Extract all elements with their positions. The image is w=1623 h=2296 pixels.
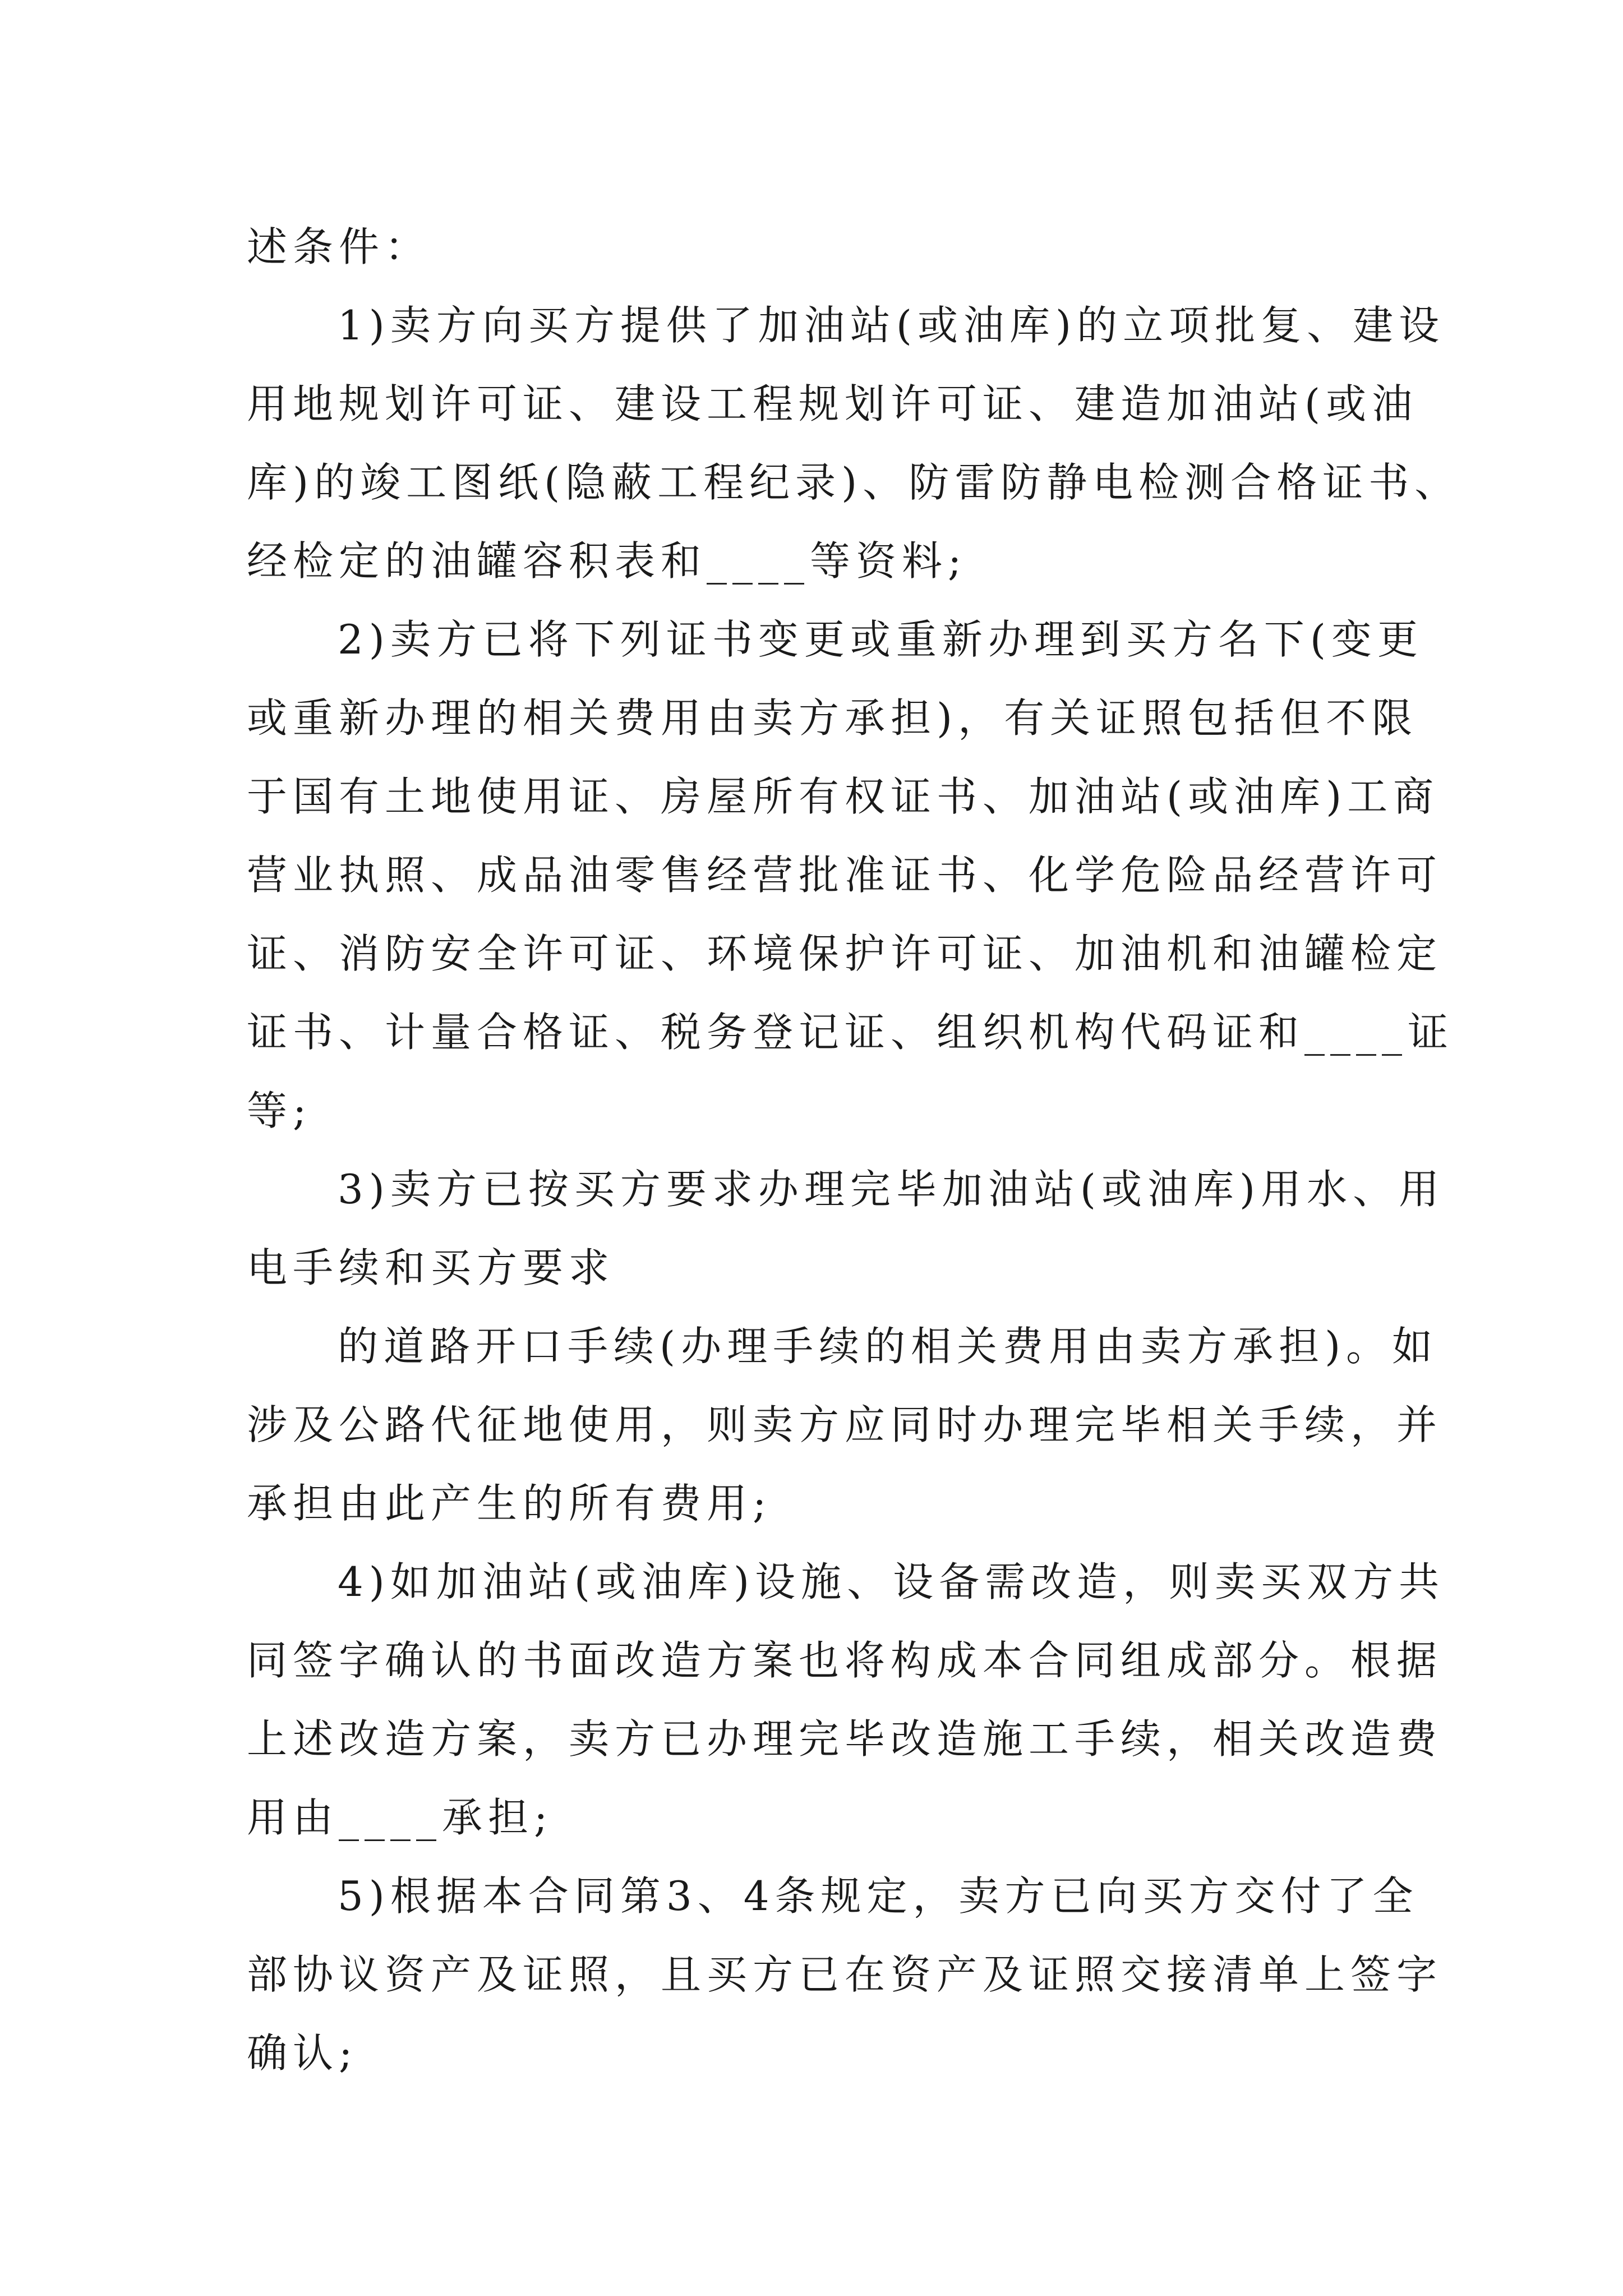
clause-1-line-4: 经检定的油罐容积表和____等资料; bbox=[247, 537, 967, 585]
clause-1-line-2: 用地规划许可证、建设工程规划许可证、建造加油站(或油 bbox=[247, 380, 1418, 427]
clause-2-line-7: 等; bbox=[247, 1087, 312, 1134]
clause-5-line-3: 确认; bbox=[247, 2030, 358, 2077]
clause-2-line-5: 证、消防安全许可证、环境保护许可证、加油机和油罐检定 bbox=[247, 930, 1443, 977]
clause-4-line-1: 4)如加油站(或油库)设施、设备需改造，则卖买双方共 bbox=[338, 1558, 1445, 1605]
clause-3-line-2: 电手续和买方要求 bbox=[247, 1244, 615, 1291]
clause-2-line-6: 证书、计量合格证、税务登记证、组织机构代码证和____证 bbox=[247, 1009, 1454, 1056]
clause-4-line-3: 上述改造方案，卖方已办理完毕改造施工手续，相关改造费 bbox=[247, 1715, 1443, 1763]
contract-text-body bbox=[247, 208, 1461, 2092]
clause-3-line-4: 涉及公路代征地使用，则卖方应同时办理完毕相关手续，并 bbox=[247, 1401, 1443, 1448]
clause-3-line-3: 的道路开口手续(办理手续的相关费用由卖方承担)。如 bbox=[338, 1323, 1438, 1370]
clause-2-line-4: 营业执照、成品油零售经营批准证书、化学危险品经营许可 bbox=[247, 852, 1443, 899]
clause-3-line-1: 3)卖方已按买方要求办理完毕加油站(或油库)用水、用 bbox=[338, 1166, 1445, 1213]
clause-3-line-5: 承担由此产生的所有费用; bbox=[247, 1480, 772, 1527]
clause-4-line-2: 同签字确认的书面改造方案也将构成本合同组成部分。根据 bbox=[247, 1637, 1443, 1684]
clause-1-line-1: 1)卖方向买方提供了加油站(或油库)的立项批复、建设 bbox=[338, 302, 1445, 349]
clause-2-line-1: 2)卖方已将下列证书变更或重新办理到买方名下(变更 bbox=[338, 616, 1423, 663]
clause-1-line-3: 库)的竣工图纸(隐蔽工程纪录)、防雷防静电检测合格证书、 bbox=[247, 459, 1461, 506]
clause-4-line-4: 用由____承担; bbox=[247, 1794, 554, 1841]
clause-5-line-2: 部协议资产及证照，且买方已在资产及证照交接清单上签字 bbox=[247, 1951, 1443, 1998]
text-line-1: 述条件： bbox=[247, 223, 431, 270]
clause-5-line-1: 5)根据本合同第3、4条规定，卖方已向买方交付了全 bbox=[338, 1872, 1419, 1920]
clause-2-line-2: 或重新办理的相关费用由卖方承担)，有关证照包括但不限 bbox=[247, 694, 1418, 742]
clause-2-line-3: 于国有土地使用证、房屋所有权证书、加油站(或油库)工商 bbox=[247, 773, 1440, 820]
